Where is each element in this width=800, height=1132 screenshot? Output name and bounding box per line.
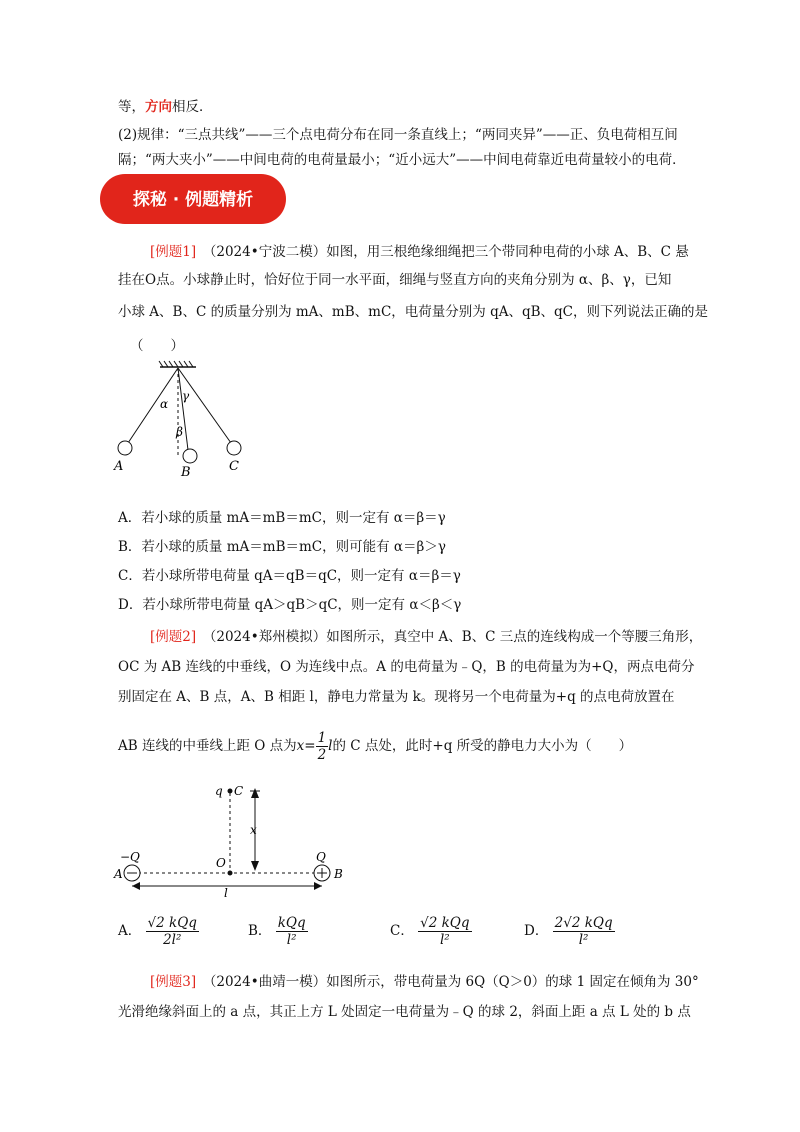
text-line-2: (2)规律：“三点共线”——三个点电荷分布在同一条直线上；“两同夹异”——正、负电荷相互间 xyxy=(118,127,678,143)
example2-option-c: C． $\frac{\text{√2 kQq}}{\text{l²}}$ xyxy=(390,915,470,948)
ball-c-label: C xyxy=(229,459,239,474)
example2-line-4: AB 连线的中垂线上距 O 点为x= $\frac{1}{2}$ l的 C 点处，此时+q 所受的静电力大小为（ ） xyxy=(118,730,633,763)
example1-line-2: 挂在O点。小球静止时，恰好位于同一水平面，细绳与竖直方向的夹角分别为 α、β、γ，已知 xyxy=(118,272,672,288)
alpha-label: α xyxy=(160,397,169,411)
example3-line-1: [例题3] （2024•曲靖一模）如图所示，带电荷量为 6Q（Q＞0）的球 1 固定在倾角为 30° xyxy=(150,974,699,990)
example3-label: [例题3] xyxy=(150,974,197,990)
gamma-label: γ xyxy=(182,389,190,403)
example2-label: [例题2] xyxy=(150,629,197,645)
example1-line-3: 小球 A、B、C 的质量分别为 mA、mB、mC，电荷量分别为 qA、qB、qC，则下列说法正确的是 xyxy=(118,304,708,320)
charge-q-label: q xyxy=(215,784,223,798)
neg-q-label: −Q xyxy=(120,850,140,864)
point-c-label: C xyxy=(234,784,244,798)
example2-option-a: A． $\frac{\text{√2 kQq}}{\text{2l²}}$ xyxy=(118,915,197,948)
length-l-label: l xyxy=(224,886,228,898)
text-line-1: 等，方向相反． xyxy=(118,99,213,115)
example1-option-c: C．若小球所带电荷量 qA＝qB＝qC，则一定有 α＝β＝γ xyxy=(118,568,461,584)
example1-paren: （ ） xyxy=(130,338,184,354)
example2-option-b: B． $\frac{\text{kQq}}{\text{l²}}$ xyxy=(248,915,306,948)
example1-option-a: A．若小球的质量 mA＝mB＝mC，则一定有 α＝β＝γ xyxy=(118,510,446,526)
point-o-label: O xyxy=(216,856,226,870)
example1-line-1: [例题1] （2024•宁波二模）如图，用三根绝缘细绳把三个带同种电荷的小球 A、B、C 悬 xyxy=(150,244,689,260)
charges-figure xyxy=(110,778,360,898)
example2-line-2: OC 为 AB 连线的中垂线，O 为连线中点。A 的电荷量为﹣Q，B 的电荷量为为+Q，两点电荷分 xyxy=(118,659,695,675)
highlight-direction: 方向 xyxy=(145,99,172,115)
text-line-3: 隔；“两大夹小”——中间电荷的电荷量最小；“近小远大”——中间电荷靠近电荷量较小的电荷． xyxy=(118,152,686,168)
example2-line-1: [例题2] （2024•郑州模拟）如图所示，真空中 A、B、C 三点的连线构成一个等腰三角形， xyxy=(150,629,703,645)
point-b-label: B xyxy=(334,867,343,881)
ball-a-label: A xyxy=(114,459,124,474)
ball-b-label: B xyxy=(181,465,191,480)
pendulum-figure xyxy=(108,360,258,480)
example1-option-d: D．若小球所带电荷量 qA＞qB＞qC，则一定有 α＜β＜γ xyxy=(118,597,462,613)
point-a-label: A xyxy=(114,867,123,881)
distance-x-label: x xyxy=(250,823,257,837)
example1-option-b: B．若小球的质量 mA＝mB＝mC，则可能有 α＝β＞γ xyxy=(118,539,446,555)
section-banner xyxy=(98,172,288,226)
pos-q-label: Q xyxy=(316,850,326,864)
example3-line-2: 光滑绝缘斜面上的 a 点，其正上方 L 处固定一电荷量为﹣Q 的球 2，斜面上距 a 点 L 处的 b 点 xyxy=(118,1004,691,1020)
half-fraction: $\frac{1}{2}$ xyxy=(317,730,327,763)
example2-option-d: D． $\frac{\text{2√2 kQq}}{\text{l²}}$ xyxy=(524,915,613,948)
banner-title: 探秘 · 例题精析 xyxy=(132,190,254,210)
example1-label: [例题1] xyxy=(150,244,197,260)
beta-label: β xyxy=(176,425,183,439)
example2-line-3: 别固定在 A、B 点，A、B 相距 l，静电力常量为 k。现将另一个电荷量为+q 的点电荷放置在 xyxy=(118,689,675,705)
